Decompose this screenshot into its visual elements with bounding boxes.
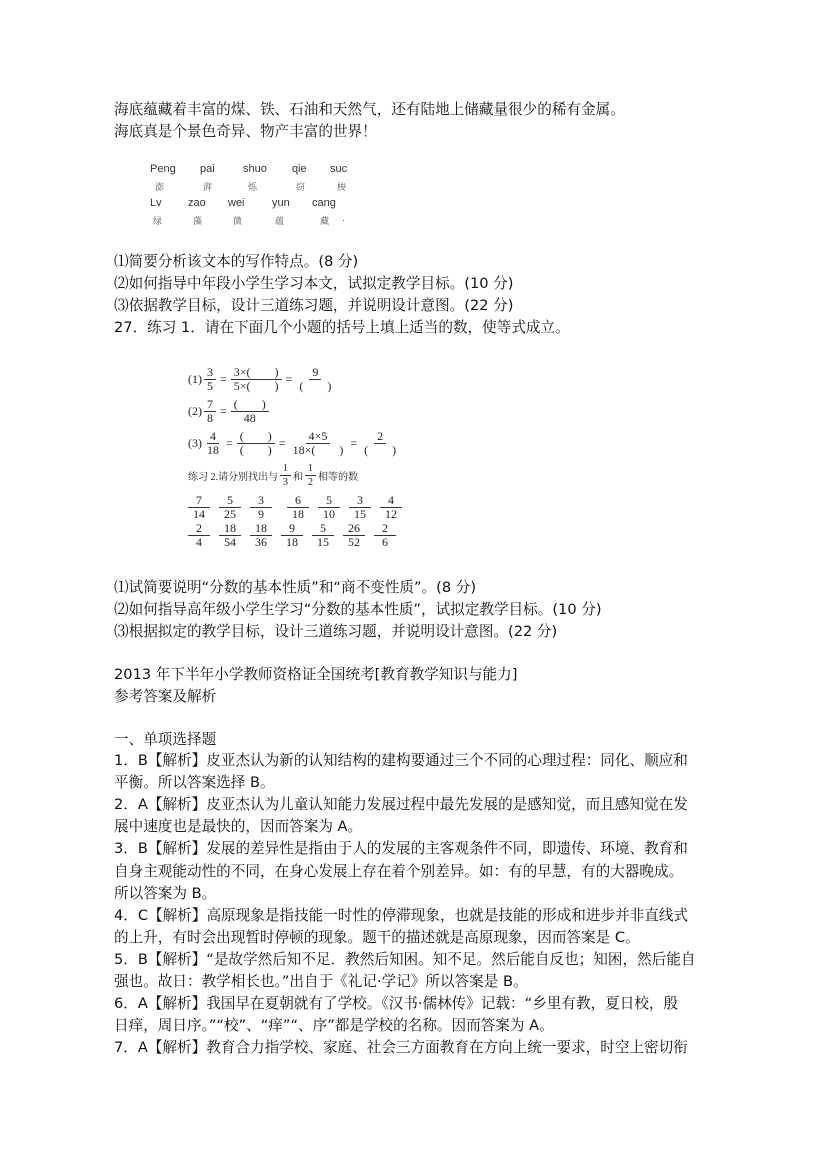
fraction: 1 2: [305, 462, 316, 489]
pinyin: qie: [292, 163, 307, 175]
fraction: 9 ( ): [299, 365, 332, 393]
fraction: $\frac{3\times( )}{5\times( )}$: [231, 366, 282, 393]
answer-line: 所以答案为 B。: [114, 884, 217, 902]
answer-line: 3．B【解析】发展的差异性是指由于人的发展的主客观条件不同，即遗传、环境、教育和: [114, 840, 688, 858]
trailing-dot: .: [342, 214, 345, 224]
answer-line: 强也。故日：教学相长也。”出自于《礼记·学记》所以答案是 B。: [114, 973, 528, 990]
exercise-1-part-2: [188, 398, 271, 425]
exercise-1-part-3: [188, 430, 401, 457]
fraction: 5 15: [312, 522, 334, 549]
question-title: 27．练习 1．请在下面几个小题的括号上填上适当的数，使等式成立。: [114, 319, 570, 336]
passage-line: 海底蕴藏着丰富的煤、铁、石油和天然气，还有陆地上储藏量很少的稀有金属。: [114, 101, 625, 118]
fraction: 18 54: [219, 522, 241, 549]
section-heading: 一、单项选择题: [114, 731, 217, 748]
fraction: 6 18: [287, 494, 309, 521]
fraction: ( ) 48: [231, 398, 269, 425]
pinyin: wei: [228, 197, 245, 209]
fraction: ( ) ( ): [237, 430, 275, 457]
part-label: (3): [188, 436, 202, 450]
pinyin: Peng: [150, 163, 176, 175]
answer-line: 6．A【解析】我国早在夏朝就有了学校。《汉书·儒林传》记载：“乡里有教，夏日校，殷: [114, 995, 679, 1013]
pinyin: zao: [188, 197, 206, 209]
pinyin: cang: [312, 197, 336, 209]
question-item: ⑶依据教学目标，设计三道练习题，并说明设计意图。(22 分): [114, 297, 514, 314]
hanzi: 微: [233, 217, 243, 227]
prompt-text: 和: [293, 472, 303, 483]
answer-line: 5．B【解析】“是故学然后知不足．教然后知困。知不足。然后能自反也；知困，然后能自: [114, 950, 696, 968]
hanzi: 湃: [203, 183, 213, 193]
fraction: 5 10: [318, 494, 340, 521]
exercise-1-part-1: [188, 366, 336, 393]
equals: =: [220, 372, 227, 386]
question-item: ⑴试简要说明“分数的基本性质”和“商不变性质”。(8 分): [114, 579, 477, 596]
passage-line: 海底真是个景色奇异、物产丰富的世界！: [114, 123, 377, 140]
fraction: $\frac{4\times 5}{18\times( )}$: [292, 429, 344, 457]
equals: =: [285, 372, 293, 386]
fraction: 7 14: [188, 494, 210, 521]
pinyin: shuo: [243, 163, 267, 175]
fraction: $\frac{4}{18}$: [207, 429, 219, 457]
answer-line: 2．A【解析】皮亚杰认为儿童认知能力发展过程中最先发展的是感知觉，而且感知觉在发: [114, 796, 688, 814]
fraction: 4 12: [380, 494, 402, 521]
answer-line: 日痒，周日序。”“校”、“痒”“、序”都是学校的名称。因而答案为 A。: [114, 1017, 554, 1035]
answer-heading: 2013 年下半年小学教师资格证全国统考[教育教学知识与能力]: [114, 666, 518, 683]
fraction: 2 6: [374, 522, 396, 549]
prompt-text: 练习 2.请分别找出与: [188, 472, 278, 483]
answer-line: 7．A【解析】教育合力指学校、家庭、社会三方面教育在方向上统一要求，时空上密切衔: [114, 1039, 688, 1057]
exercise-2-prompt: [188, 462, 358, 489]
hanzi: 澎: [155, 183, 165, 193]
part-label: (2): [188, 404, 202, 418]
equals: =: [278, 436, 286, 450]
equals: =: [220, 404, 227, 418]
fraction: 9 18: [281, 522, 303, 549]
pinyin: yun: [272, 197, 290, 209]
answer-line: 平衡。所以答案选择 B。: [114, 774, 275, 792]
part-label: (1): [188, 372, 202, 386]
fraction-row: [188, 494, 411, 521]
fraction: 5 25: [219, 494, 241, 521]
prompt-text: 相等的数: [318, 472, 358, 483]
hanzi: 藻: [193, 217, 203, 227]
hanzi: 窃: [296, 183, 306, 193]
fraction: 18 36: [250, 522, 272, 549]
fraction: 2 4: [188, 522, 210, 549]
answer-line: 自身主观能动性的不同，在身心发展上存在着个别差异。如：有的早慧，有的大器晚成。: [114, 862, 684, 880]
pinyin: suc: [330, 163, 348, 175]
answer-line: 4．C【解析】高原现象是指技能一时性的停滞现象，也就是技能的形成和进步并非直线式: [114, 906, 689, 924]
fraction: 2 ( ): [364, 429, 397, 457]
fraction: 1 3: [280, 462, 291, 489]
fraction: 3 9: [250, 494, 272, 521]
hanzi: 绿: [153, 217, 163, 227]
pinyin: Lv: [150, 197, 162, 209]
answer-line: 的上升，有时会出现暂时停顿的现象。题干的描述就是高原现象，因而答案是 C。: [114, 928, 640, 946]
pinyin: pai: [200, 163, 215, 175]
answer-line: 1．B【解析】皮亚杰认为新的认知结构的建构要通过三个不同的心理过程：同化、顺应和: [114, 752, 688, 769]
hanzi: 烁: [248, 183, 258, 193]
question-item: ⑶根据拟定的教学目标，设计三道练习题，并说明设计意图。(22 分): [114, 623, 558, 640]
question-item: ⑴简要分析该文本的写作特点。(8 分): [114, 253, 359, 270]
equals: =: [350, 436, 358, 450]
question-item: ⑵如何指导中年段小学生学习本文，试拟定教学目标。(10 分): [114, 275, 514, 292]
hanzi: 梭: [337, 183, 347, 193]
hanzi: 藏: [320, 217, 330, 227]
answer-heading: 参考答案及解析: [114, 688, 217, 705]
fraction: 3 15: [349, 494, 371, 521]
fraction-row: [188, 522, 405, 549]
equals: =: [226, 436, 233, 450]
question-item: ⑵如何指导高年级小学生学习“分数的基本性质”，试拟定教学目标。(10 分): [114, 601, 602, 618]
fraction: $\frac{7}{8}$: [204, 398, 216, 425]
answer-line: 展中速度也是最快的，因而答案为 A。: [114, 818, 363, 836]
hanzi: 蕴: [275, 217, 285, 227]
fraction: 26 52: [343, 522, 365, 549]
fraction: $\frac{3}{5}$: [204, 366, 216, 393]
